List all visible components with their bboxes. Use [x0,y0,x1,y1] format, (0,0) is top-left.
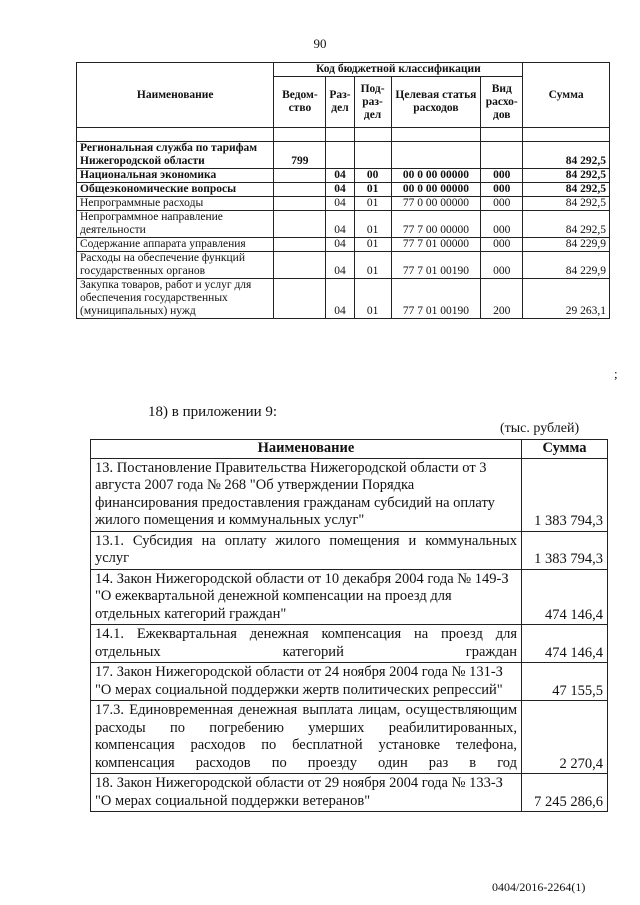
row-vid: 000 [481,238,523,252]
row-tselevaya: 77 7 00 00000 [391,211,481,238]
row-sum: 474 146,4 [522,569,608,625]
row-vid: 000 [481,211,523,238]
col-header-sum: Сумма [523,63,610,128]
row-sum: 29 263,1 [523,279,610,319]
col-header-tselevaya: Целевая статья расходов [391,77,481,128]
row-razdel: 04 [326,197,354,211]
row-sum: 84 229,9 [523,252,610,279]
header-row [91,440,608,459]
row-podrazdel: 00 [354,169,391,183]
col-header-vedomstvo: Ведом-ство [274,77,326,128]
table-row [77,183,610,197]
table-row [77,211,610,238]
table-row [91,531,608,569]
col-header-vid: Вид расхо-дов [481,77,523,128]
row-podrazdel: 01 [354,183,391,197]
row-name: Непрограммные расходы [77,197,274,211]
col-header-razdel: Раз-дел [326,77,354,128]
col-header-sum: Сумма [522,440,608,459]
row-razdel: 04 [326,183,354,197]
row-tselevaya: 77 7 01 00190 [391,252,481,279]
document-code: 0404/2016-2264(1) [492,880,586,894]
row-name: 14.1. Ежеквартальная денежная компенсация на проезд для отдельных категорий граждан [91,625,522,663]
row-sum: 2 270,4 [522,701,608,774]
row-vid: 000 [481,169,523,183]
row-razdel: 04 [326,279,354,319]
table-row [91,625,608,663]
table-row [77,197,610,211]
row-sum: 474 146,4 [522,625,608,663]
row-name: 14. Закон Нижегородской области от 10 декабря 2004 года № 149-З "О ежеквартальной денежной компенсации на проезд для отдельных категорий граждан" [91,569,522,625]
row-name: 18. Закон Нижегородской области от 29 ноября 2004 года № 133-З "О мерах социальной поддержки ветеранов" [91,774,522,812]
row-razdel: 04 [326,169,354,183]
row-vedomstvo: 799 [274,142,326,169]
unit-label: (тыс. рублей) [500,421,580,436]
row-sum: 84 292,5 [523,211,610,238]
row-name: Национальная экономика [77,169,274,183]
table-row [77,252,610,279]
row-vid: 000 [481,197,523,211]
row-name: 13.1. Субсидия на оплату жилого помещения и коммунальных услуг [91,531,522,569]
row-podrazdel: 01 [354,238,391,252]
col-header-code-group: Код бюджетной классификации [274,63,523,77]
row-sum: 84 292,5 [523,169,610,183]
table-row [91,701,608,774]
appendix-9-table [90,439,608,812]
table-row [77,142,610,169]
row-tselevaya: 00 0 00 00000 [391,169,481,183]
table-row [91,458,608,531]
row-sum: 7 245 286,6 [522,774,608,812]
table-row [91,663,608,701]
table-row [77,279,610,319]
row-name: 17. Закон Нижегородской области от 24 ноября 2004 года № 131-З "О мерах социальной поддержки жертв политических репрессий" [91,663,522,701]
appendix-intro: 18) в приложении 9: [148,404,278,420]
col-header-name: Наименование [77,63,274,128]
spacer-row [77,128,610,142]
row-name: Региональная служба по тарифам Нижегородской области [77,142,274,169]
row-sum: 1 383 794,3 [522,458,608,531]
row-razdel: 04 [326,252,354,279]
row-name: Общеэкономические вопросы [77,183,274,197]
row-vid: 000 [481,183,523,197]
row-razdel: 04 [326,211,354,238]
row-vid: 200 [481,279,523,319]
row-sum: 84 292,5 [523,142,610,169]
table-row [91,774,608,812]
table-row [91,569,608,625]
row-tselevaya: 77 7 01 00000 [391,238,481,252]
row-sum: 84 292,5 [523,197,610,211]
row-name: Непрограммное направление деятельности [77,211,274,238]
row-tselevaya: 77 7 01 00190 [391,279,481,319]
row-podrazdel: 01 [354,252,391,279]
page-number: 90 [313,36,327,51]
trailing-semicolon: ; [614,366,618,381]
row-name: Расходы на обеспечение функций государственных органов [77,252,274,279]
row-sum: 84 292,5 [523,183,610,197]
row-tselevaya: 77 0 00 00000 [391,197,481,211]
row-podrazdel: 01 [354,211,391,238]
table-row [77,238,610,252]
row-tselevaya: 00 0 00 00000 [391,183,481,197]
table-row [77,169,610,183]
col-header-name: Наименование [91,440,522,459]
row-name: 17.3. Единовременная денежная выплата лицам, осуществляющим расходы по погребению умерших реабилитированных, компенсация расходов по бесплатной установке телефона, компенсация расходов по проезду один раз в год [91,701,522,774]
row-sum: 84 229,9 [523,238,610,252]
header-row [77,63,610,77]
row-name: 13. Постановление Правительства Нижегородской области от 3 августа 2007 года № 268 "Об утверждении Порядка финансирования предоставления гражданам субсидий на оплату жилого помещения и коммунальных услуг" [91,458,522,531]
row-vid: 000 [481,252,523,279]
row-razdel: 04 [326,238,354,252]
row-podrazdel: 01 [354,197,391,211]
row-name: Содержание аппарата управления [77,238,274,252]
col-header-podrazdel: Под-раз-дел [354,77,391,128]
row-podrazdel: 01 [354,279,391,319]
row-sum: 47 155,5 [522,663,608,701]
row-sum: 1 383 794,3 [522,531,608,569]
row-name: Закупка товаров, работ и услуг для обеспечения государственных (муниципальных) нужд [77,279,274,319]
budget-classification-table [76,62,610,319]
